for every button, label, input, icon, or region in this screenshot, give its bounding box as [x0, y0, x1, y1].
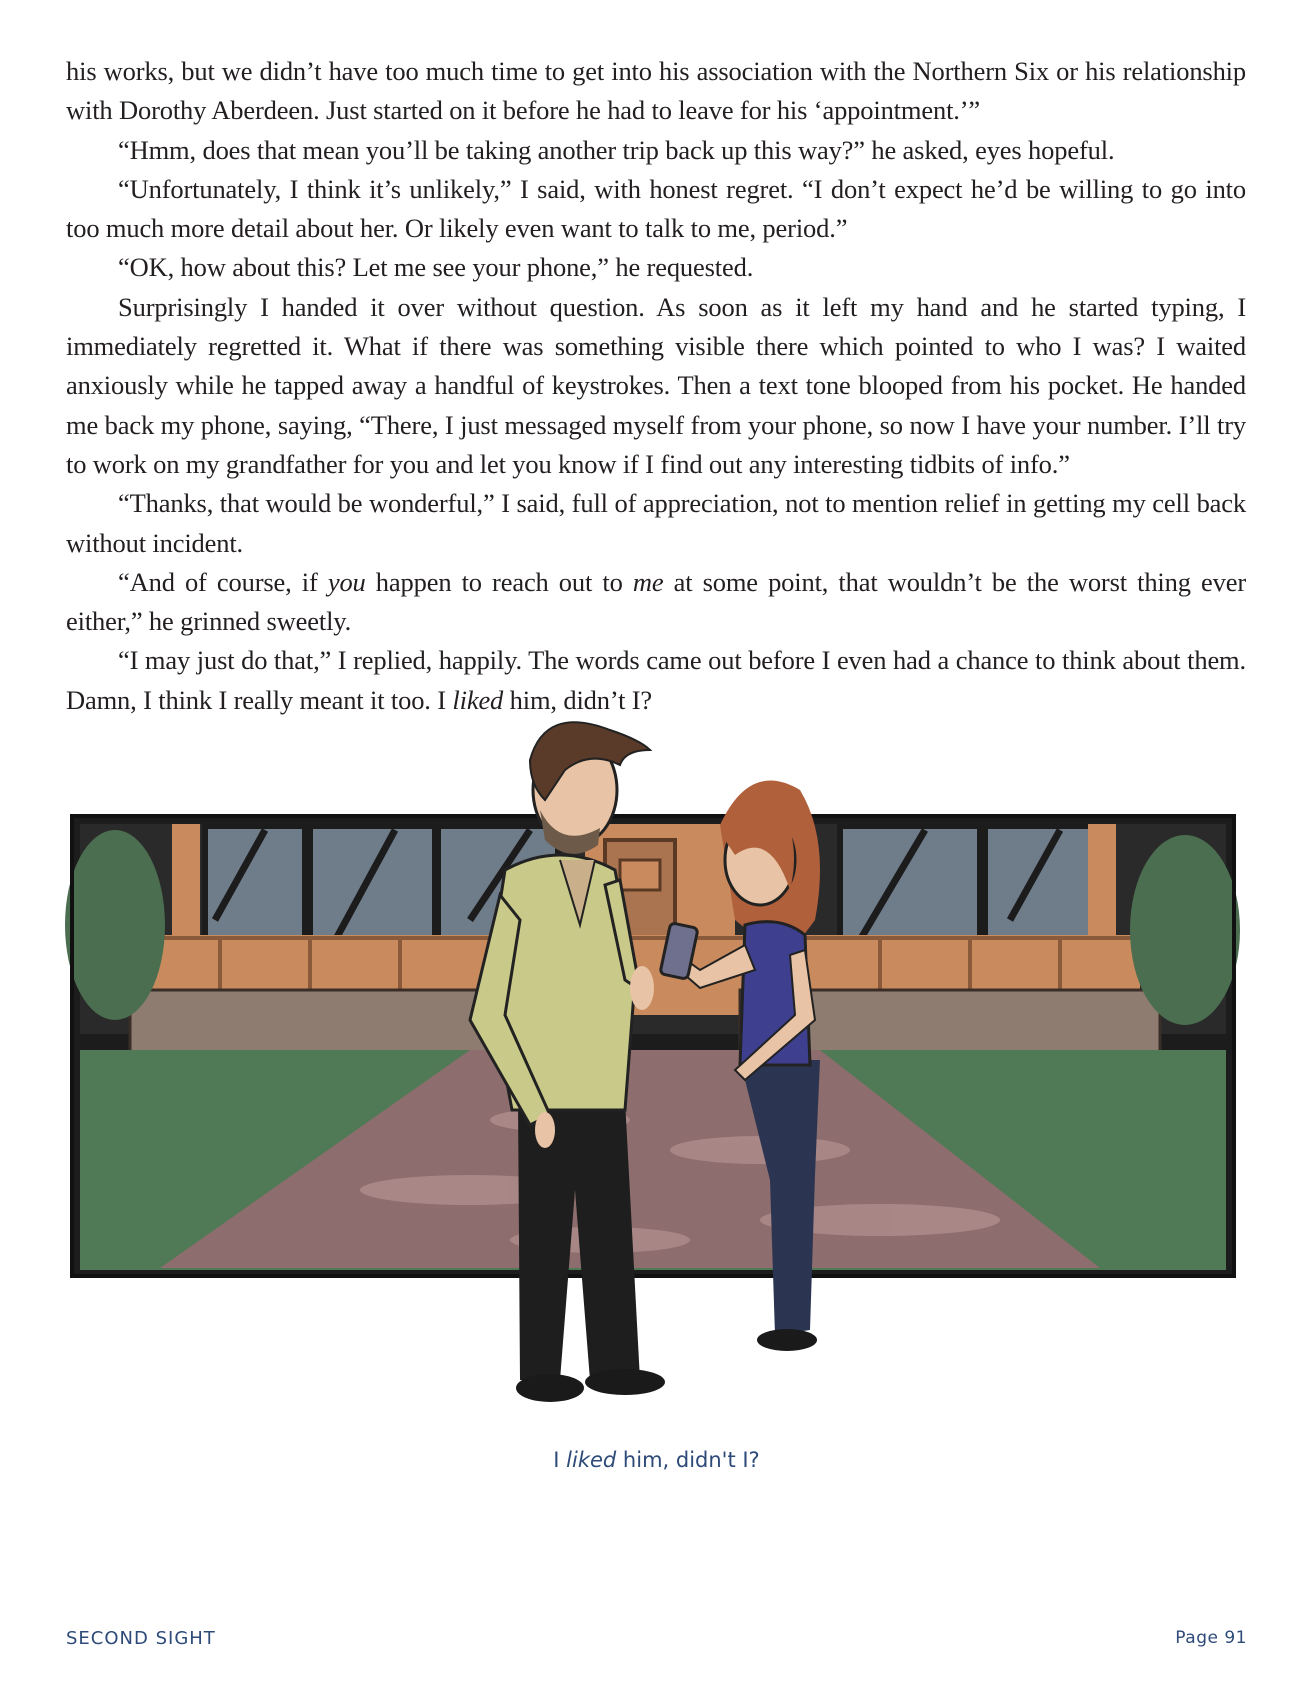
paragraph: his works, but we didn’t have too much time to get into his association with the Northern Six or his relationship with Dorothy Aberdeen. Just started on it before he had to leave for his ‘appointment.’” — [66, 56, 1246, 126]
paragraph: “I may just do that,” I replied, happily. The words came out before I even had a chance to think about them. Damn, I think I really meant it too. I liked him, didn’t I? — [66, 645, 1246, 715]
paragraph: “And of course, if you happen to reach out to me at some point, that wouldn’t be the worst thing ever either,” he grinned sweetly. — [66, 566, 1246, 637]
paragraph: “OK, how about this? Let me see your phone,” he requested. — [118, 252, 754, 283]
illustration-caption: I liked him, didn't I? — [553, 1448, 760, 1472]
book-title: SECOND SIGHT — [66, 1628, 216, 1649]
panel-frame — [65, 816, 1240, 1276]
paragraph: “Thanks, that would be wonderful,” I said, full of appreciation, not to mention relief in getting my cell back without incident. — [66, 488, 1246, 558]
comic-illustration — [0, 720, 1313, 1440]
paragraph: “Hmm, does that mean you’ll be taking another trip back up this way?” he asked, eyes hopeful. — [118, 134, 1115, 165]
paragraph: Surprisingly I handed it over without question. As soon as it left my hand and he started typing, I immediately regretted it. What if there was something visible there which pointed to who I was? I waited anxiously while he tapped away a handful of keystrokes. Then a text tone blooped from his pocket. He handed me back my phone, saying, “There, I just messaged myself from your phone, so now I have your number. I’ll try to work on my grandfather for you and let you know if I find out any interesting tidbits of info.” — [66, 291, 1246, 479]
paragraph: “Unfortunately, I think it’s unlikely,” I said, with honest regret. “I don’t expect he’d be willing to go into too much more detail about her. Or likely even want to talk to me, period.” — [66, 173, 1246, 244]
story-text — [66, 52, 1246, 720]
page-number: Page 91 — [1175, 1628, 1247, 1648]
